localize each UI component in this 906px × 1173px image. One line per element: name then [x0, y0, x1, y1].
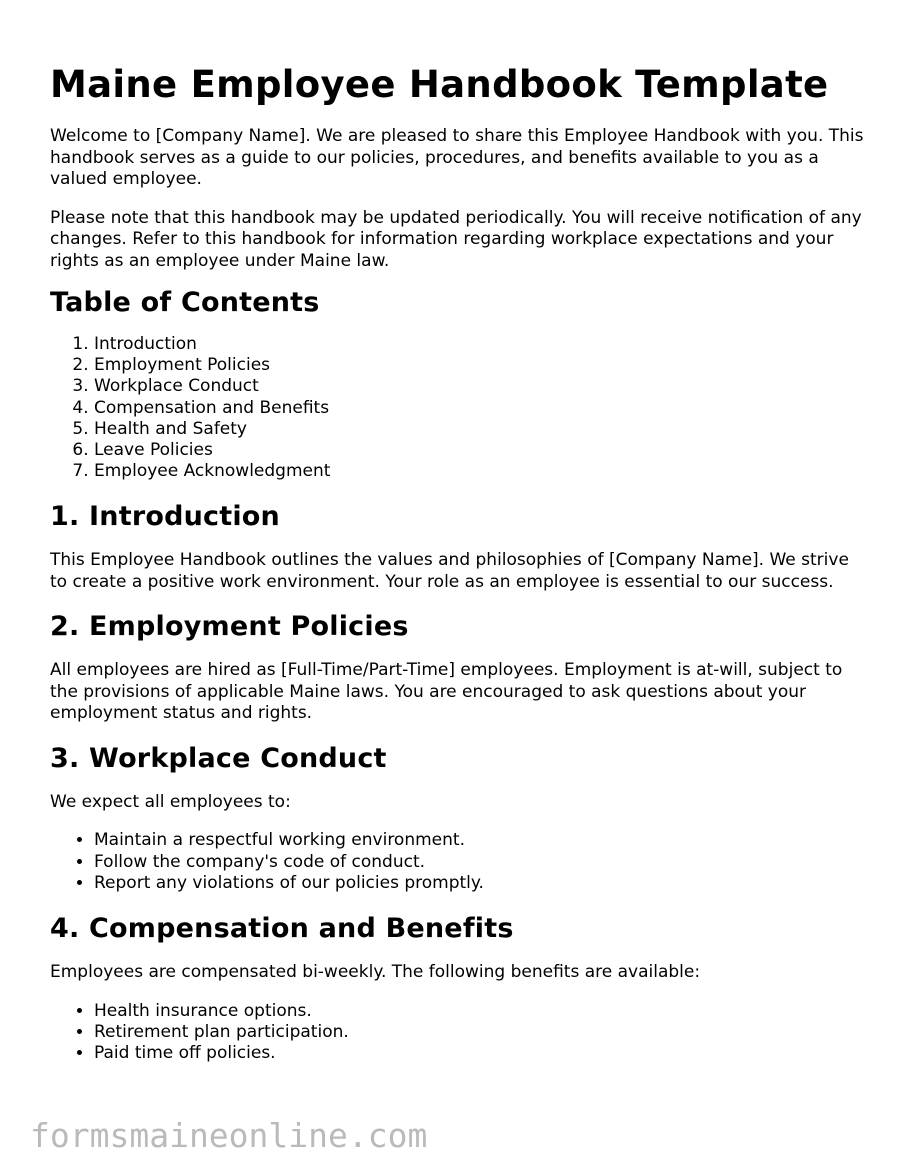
toc-list [50, 334, 865, 482]
section-text-introduction: This Employee Handbook outlines the values and philosophies of [Company Name]. We strive to create a positive work environment. Your role as an employee is essential to our success. [50, 550, 849, 592]
list-item: • Retirement plan participation. [94, 1022, 865, 1043]
toc-item-health-safety: 5. Health and Safety [94, 419, 865, 440]
list-item: • Health insurance options. [94, 1001, 865, 1022]
section-text-workplace-conduct: We expect all employees to: [50, 791, 291, 812]
document-page [50, 62, 865, 1082]
list-item: • Follow the company's code of conduct. [94, 852, 865, 873]
list-item: • Paid time off policies. [94, 1043, 865, 1064]
section-heading-introduction: 1. Introduction [50, 501, 280, 533]
toc-heading: Table of Contents [50, 287, 320, 318]
toc-item-leave-policies: 6. Leave Policies [94, 440, 865, 461]
conduct-list [50, 830, 865, 894]
toc-item-employment-policies: 2. Employment Policies [94, 355, 865, 376]
intro-paragraph-1: Welcome to [Company Name]. We are pleased to share this Employee Handbook with you. This handbook serves as a guide to our policies, procedures, and benefits available to you as a valued employee. [50, 126, 864, 189]
section-heading-employment-policies: 2. Employment Policies [50, 611, 409, 643]
toc-item-workplace-conduct: 3. Workplace Conduct [94, 376, 865, 397]
toc-item-introduction: 1. Introduction [94, 334, 865, 355]
intro-paragraph-2: Please note that this handbook may be updated periodically. You will receive notification of any changes. Refer to this handbook for information regarding workplace expectations and your rights as an employee under Maine law. [50, 207, 862, 271]
list-item: • Report any violations of our policies promptly. [94, 873, 865, 894]
toc-item-acknowledgment: 7. Employee Acknowledgment [94, 461, 865, 482]
section-text-employment-policies: All employees are hired as [Full-Time/Part-Time] employees. Employment is at-will, subject to the provisions of applicable Maine laws. You are encouraged to ask questions about your employment status and rights. [50, 660, 843, 724]
section-heading-workplace-conduct: 3. Workplace Conduct [50, 742, 387, 774]
benefits-list [50, 1001, 865, 1065]
section-heading-compensation: 4. Compensation and Benefits [50, 913, 514, 945]
toc-item-compensation: 4. Compensation and Benefits [94, 398, 865, 419]
list-item: • Maintain a respectful working environment. [94, 830, 865, 851]
section-text-compensation: Employees are compensated bi-weekly. The following benefits are available: [50, 962, 701, 983]
watermark: formsmaineonline.com [30, 1116, 428, 1155]
page-title: Maine Employee Handbook Template [50, 63, 829, 106]
